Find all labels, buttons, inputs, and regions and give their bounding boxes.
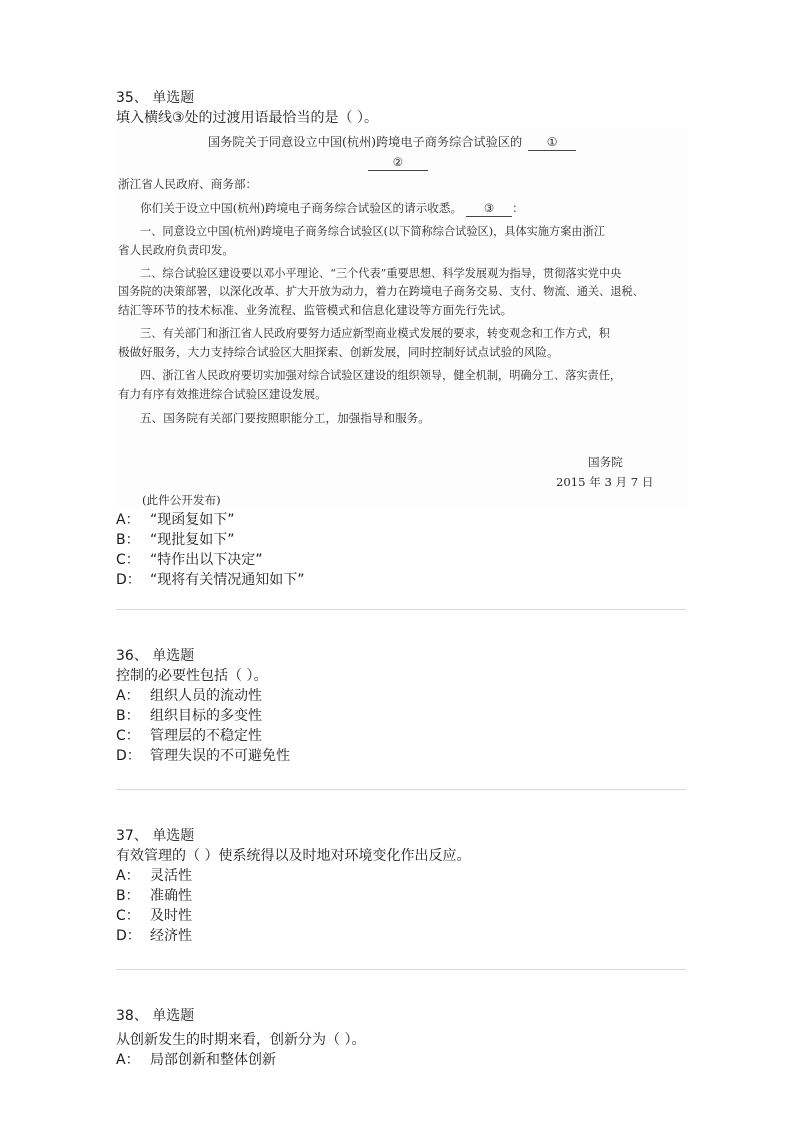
question-35-options — [116, 510, 686, 590]
option-b[interactable]: B： 组织目标的多变性 — [116, 708, 262, 724]
divider — [116, 789, 686, 790]
divider — [116, 969, 686, 970]
scanned-document-image — [116, 128, 688, 508]
option-c[interactable]: C： 管理层的不稳定性 — [116, 728, 262, 744]
scan-paragraph-4b: 有力有序有效推进综合试验区建设发展。 — [118, 387, 327, 401]
option-a[interactable]: A： 局部创新和整体创新 — [116, 1052, 276, 1068]
scan-recipient: 浙江省人民政府、商务部： — [118, 177, 258, 191]
question-number-label: 37、 单选题 — [116, 828, 195, 844]
option-a[interactable]: A： 灵活性 — [116, 868, 192, 884]
option-b[interactable]: B： 准确性 — [116, 888, 192, 904]
scan-paragraph-4a: 四、浙江省人民政府要切实加强对综合试验区建设的组织领导，健全机制，明确分工、落实责任， — [140, 369, 622, 382]
question-35 — [116, 88, 686, 128]
question-36 — [116, 646, 686, 766]
scan-paragraph-1a: 一、同意设立中国(杭州)跨境电子商务综合试验区(以下简称综合试验区)，具体实施方案由浙江 — [140, 225, 605, 238]
scan-paragraph-5: 五、国务院有关部门要按照职能分工，加强指导和服务。 — [140, 411, 430, 425]
scan-paragraph-3a: 三、有关部门和浙江省人民政府要努力适应新型商业模式发展的要求，转变观念和工作方式，积 — [140, 327, 610, 340]
question-stem: 控制的必要性包括（ ）。 — [116, 668, 268, 684]
option-a[interactable]: A： “现函复如下” — [116, 512, 235, 528]
question-stem: 有效管理的（ ）使系统得以及时地对环境变化作出反应。 — [116, 848, 471, 864]
scan-request-line: 你们关于设立中国(杭州)跨境电子商务综合试验区的请示收悉。 ③ ： — [140, 201, 524, 215]
divider — [116, 609, 686, 610]
option-c[interactable]: C： 及时性 — [116, 908, 192, 924]
option-d[interactable]: D： 经济性 — [116, 928, 192, 944]
question-number-label: 35、 单选题 — [116, 90, 195, 106]
question-38 — [116, 1006, 686, 1070]
option-b[interactable]: B： “现批复如下” — [116, 532, 235, 548]
scan-paragraph-2c: 结汇等环节的技术标准、业务流程、监管模式和信息化建设等方面先行先试。 — [118, 303, 513, 317]
option-c[interactable]: C： “特作出以下决定” — [116, 552, 263, 568]
scan-title-line2: ② — [368, 154, 428, 171]
question-stem: 从创新发生的时期来看，创新分为（ ）。 — [116, 1032, 366, 1048]
scan-paragraph-1b: 省人民政府负责印发。 — [118, 243, 234, 257]
option-a[interactable]: A： 组织人员的流动性 — [116, 688, 262, 704]
scan-paragraph-2a: 二、综合试验区建设要以邓小平理论、“三个代表”重要思想、科学发展观为指导，贯彻落实党中央 — [140, 267, 622, 280]
question-37 — [116, 826, 686, 946]
scan-publish-note: (此件公开发布) — [142, 493, 221, 507]
option-d[interactable]: D： “现将有关情况通知如下” — [116, 572, 305, 588]
scan-paragraph-3b: 极做好服务，大力支持综合试验区大胆探索、创新发展，同时控制好试点试验的风险。 — [118, 345, 559, 359]
question-number-label: 38、 单选题 — [116, 1008, 195, 1024]
scan-paragraph-2b: 国务院的决策部署，以深化改革、扩大开放为动力，着力在跨境电子商务交易、支付、物流、通关、退税、 — [118, 285, 644, 298]
question-number-label: 36、 单选题 — [116, 648, 195, 664]
question-stem: 填入横线③处的过渡用语最恰当的是（ ）。 — [116, 110, 378, 126]
scan-title: 国务院关于同意设立中国(杭州)跨境电子商务综合试验区的 ① — [208, 134, 576, 151]
scan-date: 2015 年 3 月 7 日 — [556, 475, 654, 489]
scan-signer: 国务院 — [588, 455, 623, 469]
option-d[interactable]: D： 管理失误的不可避免性 — [116, 748, 290, 764]
